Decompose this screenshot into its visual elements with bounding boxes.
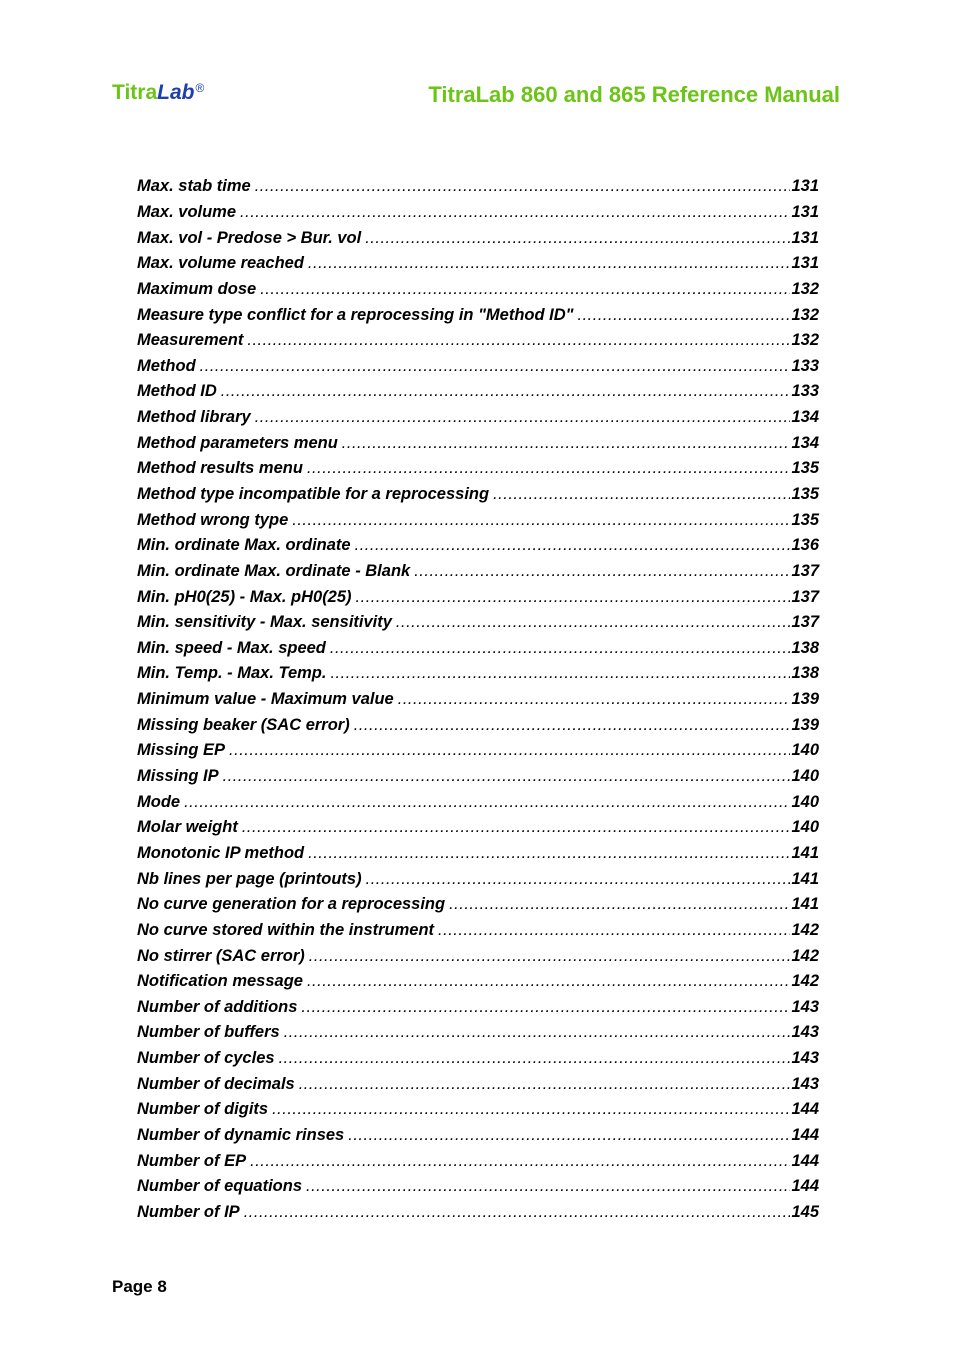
index-entry-page: 137 [791, 561, 819, 580]
index-entry [137, 1046, 819, 1072]
index-entry-page: 142 [791, 920, 819, 939]
dot-leader [301, 998, 790, 1017]
index-entry-label: Min. speed - Max. speed [137, 638, 326, 657]
index-entry-label: Notification message [137, 972, 303, 991]
index-entry-page: 143 [791, 1023, 819, 1042]
dot-leader [292, 511, 790, 530]
dot-leader [260, 280, 790, 299]
index-entry [137, 815, 819, 841]
dot-leader [250, 1152, 790, 1171]
index-entry-label: Measurement [137, 331, 244, 350]
dot-leader [306, 1177, 790, 1196]
index-entry [137, 943, 819, 969]
index-entry-page: 137 [791, 587, 819, 606]
index-entry-page: 131 [791, 254, 819, 273]
dot-leader [330, 639, 791, 658]
dot-leader [240, 203, 790, 222]
index-entry [137, 918, 819, 944]
index-entry-label: Number of decimals [137, 1074, 295, 1093]
index-entry-label: Max. stab time [137, 177, 251, 196]
index-entry-page: 139 [791, 715, 819, 734]
index-entry-page: 140 [791, 741, 819, 760]
index-entry [137, 1174, 819, 1200]
index-entry [137, 1123, 819, 1149]
index-entry [137, 661, 819, 687]
index-entry-page: 134 [791, 408, 819, 427]
dot-leader [272, 1100, 790, 1119]
index-entry [137, 200, 819, 226]
index-entry [137, 277, 819, 303]
index-entry [137, 712, 819, 738]
index-entry-page: 144 [791, 1100, 819, 1119]
index-entry [137, 1200, 819, 1226]
index-entry-label: Missing IP [137, 767, 219, 786]
index-entry-page: 144 [791, 1126, 819, 1145]
dot-leader [244, 1203, 791, 1222]
dot-leader [308, 844, 790, 863]
dot-leader [307, 459, 791, 478]
index-entry-page: 133 [791, 382, 819, 401]
index-entry-page: 138 [791, 638, 819, 657]
index-entry-page: 132 [791, 305, 819, 324]
index-entry-label: Maximum dose [137, 279, 257, 298]
index-entry-label: Min. ordinate Max. ordinate [137, 536, 351, 555]
index-entry-label: Missing beaker (SAC error) [137, 715, 350, 734]
index-entry-page: 135 [791, 510, 819, 529]
index-entry [137, 302, 819, 328]
index-entry-page: 140 [791, 792, 819, 811]
index-entry-page: 144 [791, 1151, 819, 1170]
dot-leader [449, 895, 790, 914]
index-entry [137, 764, 819, 790]
index-entry-label: Max. volume [137, 202, 237, 221]
index-entry [137, 379, 819, 405]
titralab-logo [112, 82, 204, 103]
manual-title: TitraLab 860 and 865 Reference Manual [428, 82, 840, 107]
index-entry-label: Minimum value - Maximum value [137, 690, 394, 709]
dot-leader [223, 767, 791, 786]
dot-leader [309, 947, 791, 966]
index-entry [137, 353, 819, 379]
dot-leader [308, 254, 791, 273]
index-entry-label: Min. Temp. - Max. Temp. [137, 664, 327, 683]
logo-registered-mark: ® [195, 81, 205, 95]
dot-leader [229, 741, 790, 760]
index-entry [137, 995, 819, 1021]
index-entry-label: Min. sensitivity - Max. sensitivity [137, 613, 392, 632]
dot-leader [221, 382, 791, 401]
index-entry-label: Number of buffers [137, 1023, 280, 1042]
index-entry-page: 145 [791, 1202, 819, 1221]
index-entry-label: Number of cycles [137, 1049, 275, 1068]
index-entry-label: Number of digits [137, 1100, 269, 1119]
dot-leader [255, 408, 791, 427]
index-entry [137, 225, 819, 251]
logo-titra-text: Titra [112, 81, 158, 104]
index-entry-label: Number of IP [137, 1202, 240, 1221]
dot-leader [493, 485, 790, 504]
dot-leader [284, 1023, 791, 1042]
index-entry-label: Missing EP [137, 741, 226, 760]
index-entry [137, 738, 819, 764]
index-entry-label: No stirrer (SAC error) [137, 946, 305, 965]
dot-leader [356, 588, 791, 607]
index-entry-label: Method library [137, 408, 251, 427]
index-entry [137, 687, 819, 713]
index-entry-page: 140 [791, 767, 819, 786]
index-entry-page: 134 [791, 433, 819, 452]
index-entry-page: 143 [791, 1049, 819, 1068]
index-entry-label: Number of equations [137, 1177, 303, 1196]
dot-leader [354, 716, 791, 735]
index-entry-page: 144 [791, 1177, 819, 1196]
index-entry-page: 141 [791, 843, 819, 862]
index-entry-label: Max. volume reached [137, 254, 304, 273]
index-entry [137, 430, 819, 456]
index-entry [137, 533, 819, 559]
index-entry [137, 636, 819, 662]
dot-leader [414, 562, 790, 581]
dot-leader [438, 921, 790, 940]
index-entry-label: Molar weight [137, 818, 238, 837]
index-entry [137, 405, 819, 431]
index-entry-label: No curve generation for a reprocessing [137, 895, 446, 914]
index-entry [137, 559, 819, 585]
index-entry [137, 584, 819, 610]
index-entry-page: 143 [791, 1074, 819, 1093]
dot-leader [342, 434, 791, 453]
dot-leader [366, 870, 791, 889]
dot-leader [242, 818, 791, 837]
index-entry-label: Method [137, 356, 196, 375]
index-entry-label: Nb lines per page (printouts) [137, 869, 362, 888]
index-entry-label: Method wrong type [137, 510, 289, 529]
dot-leader [577, 306, 790, 325]
index-entry-label: Method parameters menu [137, 433, 338, 452]
index-entry-label: No curve stored within the instrument [137, 920, 435, 939]
dot-leader [200, 357, 791, 376]
index-entry-page: 132 [791, 279, 819, 298]
index-entry-page: 131 [791, 228, 819, 247]
dot-leader [279, 1049, 791, 1068]
index-entry [137, 866, 819, 892]
index-entry-page: 136 [791, 536, 819, 555]
index-entry-page: 135 [791, 485, 819, 503]
index-entry-page: 140 [791, 818, 819, 837]
index-entry-label: Method ID [137, 382, 217, 401]
dot-leader [348, 1126, 790, 1145]
index-entry-label: Method type incompatible for a reprocessing [137, 485, 490, 503]
index-list [137, 174, 819, 1225]
index-entry [137, 1020, 819, 1046]
index-entry-label: Method results menu [137, 459, 303, 478]
index-entry [137, 482, 819, 508]
dot-leader [247, 331, 790, 350]
index-entry [137, 841, 819, 867]
dot-leader [396, 613, 791, 632]
dot-leader [299, 1075, 791, 1094]
dot-leader [307, 972, 791, 991]
index-entry-label: Min. pH0(25) - Max. pH0(25) [137, 587, 352, 606]
dot-leader [355, 536, 791, 555]
index-entry-page: 139 [791, 690, 819, 709]
index-entry [137, 456, 819, 482]
index-entry [137, 789, 819, 815]
index-entry-page: 131 [791, 202, 819, 221]
index-entry-page: 142 [791, 972, 819, 991]
index-entry [137, 251, 819, 277]
index-entry-page: 143 [791, 997, 819, 1016]
index-entry [137, 1148, 819, 1174]
dot-leader [398, 690, 791, 709]
index-entry [137, 174, 819, 200]
index-entry-label: Number of additions [137, 997, 298, 1016]
index-entry [137, 507, 819, 533]
index-entry [137, 1097, 819, 1123]
index-entry [137, 892, 819, 918]
dot-leader [365, 229, 790, 248]
index-entry-label: Mode [137, 792, 181, 811]
index-entry [137, 328, 819, 354]
index-entry [137, 1071, 819, 1097]
index-entry-label: Max. vol - Predose > Bur. vol [137, 228, 362, 247]
index-entry [137, 969, 819, 995]
dot-leader [330, 664, 790, 683]
index-entry-label: Monotonic IP method [137, 843, 305, 862]
index-entry-page: 132 [791, 331, 819, 350]
index-entry-page: 141 [791, 869, 819, 888]
dot-leader [255, 177, 791, 196]
index-entry-page: 131 [791, 177, 819, 196]
index-entry-label: Measure type conflict for a reprocessing in "Method ID" [137, 305, 574, 324]
index-entry-page: 133 [791, 356, 819, 375]
logo-lab-text: Lab [157, 81, 195, 104]
dot-leader [184, 793, 790, 812]
index-entry-page: 137 [791, 613, 819, 632]
index-entry [137, 610, 819, 636]
index-entry-page: 138 [791, 664, 819, 683]
index-entry-page: 141 [791, 895, 819, 914]
index-entry-page: 135 [791, 459, 819, 478]
index-entry-label: Number of EP [137, 1151, 247, 1170]
index-entry-page: 142 [791, 946, 819, 965]
index-entry-label: Min. ordinate Max. ordinate - Blank [137, 561, 411, 580]
index-entry-label: Number of dynamic rinses [137, 1126, 345, 1145]
page-number: Page 8 [112, 1277, 167, 1296]
